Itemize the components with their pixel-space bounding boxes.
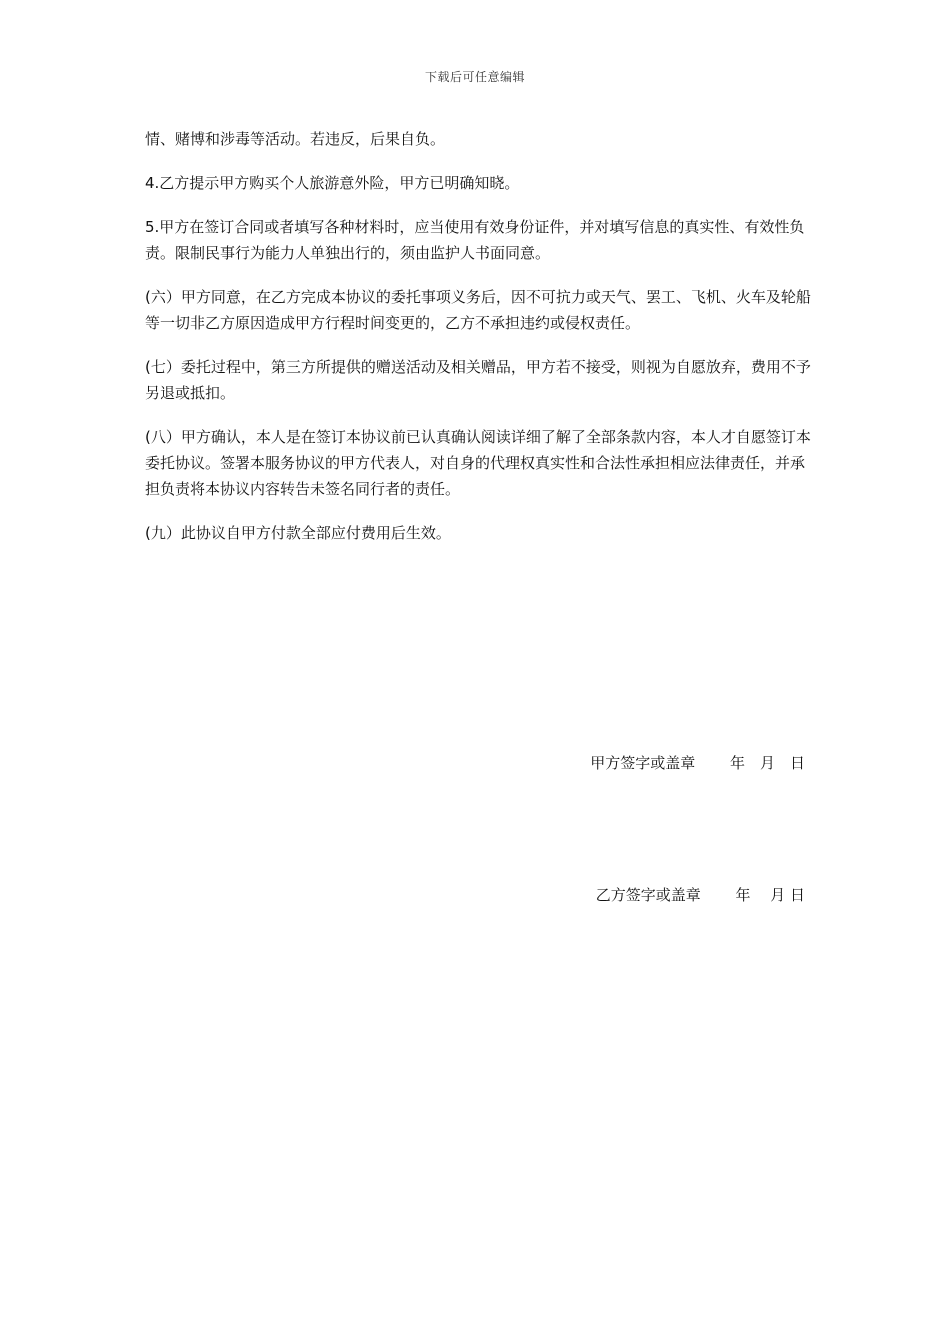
page-header: 下载后可任意编辑 [424,70,525,84]
paragraph-item-4: 4.乙方提示甲方购买个人旅游意外险，甲方已明确知晓。 [145,174,520,192]
paragraph-item-5: 5.甲方在签订合同或者填写各种材料时，应当使用有效身份证件，并对填写信息的真实性、有效性负责。限制民事行为能力人单独出行的，须由监护人书面同意。 [145,218,805,262]
paragraph-clause-8: (八）甲方确认，本人是在签订本协议前已认真确认阅读详细了解了全部条款内容，本人才自愿签订本委托协议。签署本服务协议的甲方代表人，对自身的代理权真实性和合法性承担相应法律责任，并承担负责将本协议内容转告未签名同行者的责任。 [145,428,811,498]
paragraph-clause-7: (七）委托过程中，第三方所提供的赠送活动及相关赠品，甲方若不接受，则视为自愿放弃，费用不予另退或抵扣。 [145,358,811,402]
signature-line-party-b: 乙方签字或盖章 年 月 日 [595,886,805,904]
signature-line-party-a: 甲方签字或盖章 年 月 日 [590,754,805,772]
document-body [145,126,815,564]
paragraph-continuation: 情、赌博和涉毒等活动。若违反，后果自负。 [145,130,446,148]
paragraph-clause-6: (六）甲方同意，在乙方完成本协议的委托事项义务后，因不可抗力或天气、罢工、飞机、火车及轮船等一切非乙方原因造成甲方行程时间变更的，乙方不承担违约或侵权责任。 [145,288,811,332]
paragraph-clause-9: (九）此协议自甲方付款全部应付费用后生效。 [145,524,451,542]
